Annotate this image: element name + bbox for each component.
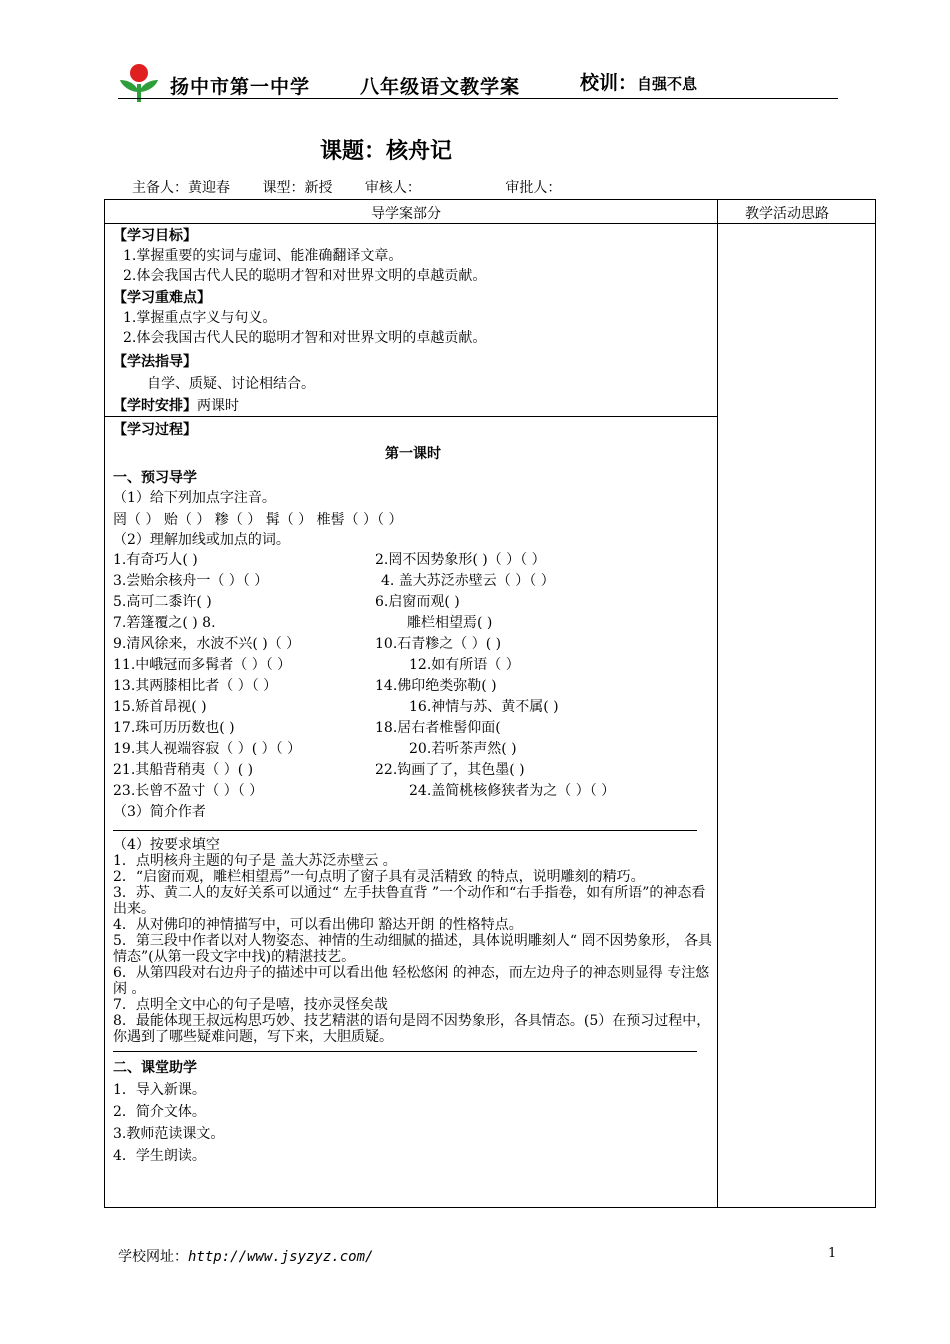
vocab-row [113,739,713,760]
keypoint-item: 1.掌握重点字义与句义。 [123,310,277,326]
goal-item: 1.掌握重要的实词与虚词、能准确翻译文章。 [123,248,403,264]
column-divider [717,200,718,1207]
page-number: 1 [828,1246,837,1261]
answer-line [113,1051,697,1052]
goal-item: 2.体会我国古代人民的聪明才智和对世界文明的卓越贡献。 [123,268,487,284]
reviewer: 审核人： [364,180,421,196]
vocab-item: 6.启窗而观( ) [375,594,460,610]
motto-label: 校训： [580,72,638,94]
header-divider [118,98,838,99]
vocab-item: 11.中峨冠而多髯者（ ）（ ） [113,657,292,673]
section-class: 二、课堂助学 [113,1060,197,1076]
vocab-item: 3.尝贻余核舟一（ ）（ ） [113,573,269,589]
vocab-list [113,550,713,802]
fill-item: 3．苏、黄二人的友好关系可以通过“ 左手扶鲁直背 ”一个动作和“右手指卷，如有所语”的神态看出来。 [113,885,706,917]
col-header-activity: 教学活动思路 [745,206,829,222]
fill-item: 6．从第四段对右边舟子的描述中可以看出他 轻松悠闲 的神态，而左边舟子的神态则显得 专注悠闲 。 [113,965,710,997]
method-text: 自学、质疑、讨论相结合。 [147,376,315,392]
vocab-item: 2.罔不因势象形( )（ ）（ ） [375,552,546,568]
section-preview: 一、预习导学 [113,470,197,486]
lesson-label: 第一课时 [385,446,441,462]
pinyin-line: 罔（ ） 贻（ ） 糁（ ） 髯（ ） 椎髻（ ）（ ） [113,512,403,528]
fill-item: 8．最能体现王叔远构思巧妙、技艺精湛的语句是罔不因势象形，各具情态。(5）在预习过程中，你遇到了哪些疑难问题，写下来，大胆质疑。 [113,1013,711,1045]
vocab-row [113,655,713,676]
class-step: 1．导入新课。 [113,1082,206,1098]
keypoints-heading: 【学习重难点】 [113,290,211,306]
class-step: 2．简介文体。 [113,1104,206,1120]
vocab-row [113,634,713,655]
vocab-item: 14.佛印绝类弥勒( ) [375,678,497,694]
question-4: （4）按要求填空 [113,837,220,853]
lesson-meta [132,177,589,197]
process-heading: 【学习过程】 [113,422,197,438]
lesson-type: 课型：新授 [262,180,333,196]
vocab-item: 17.珠可历历数也( ) [113,720,235,736]
vocab-item: 19.其人视端容寂（ ）( ）（ ） [113,741,302,757]
vocab-row [113,697,713,718]
vocab-item: 5.高可二黍许( ) [113,594,212,610]
goals-divider [105,416,717,417]
preparer: 主备人：黄迎春 [132,180,230,196]
goals-heading: 【学习目标】 [113,228,197,244]
fill-item: 4．从对佛印的神情描写中，可以看出佛印 豁达开朗 的性格特点。 [113,917,523,933]
vocab-item: 1.有奇巧人( ) [113,552,198,568]
col-header-guide: 导学案部分 [371,206,441,222]
url-link[interactable]: http://www.jsyzyz.com/ [188,1249,374,1265]
goals-section [113,226,713,416]
fill-item: 2．“启窗而观，雕栏相望焉”一句点明了窗子具有灵活精致 的特点，说明雕刻的精巧。 [113,869,645,885]
process-section [113,420,713,1166]
vocab-item: 22.钩画了了，其色墨( ) [375,762,525,778]
vocab-item: 12.如有所语（ ） [409,657,520,673]
vocab-item: 雕栏相望焉( ) [407,615,493,631]
fill-item: 7．点明全文中心的句子是嘻，技亦灵怪矣哉 [113,997,388,1013]
method-heading: 【学法指导】 [113,354,197,370]
motto-text: 自强不息 [637,75,698,93]
page-header [118,62,838,102]
approver: 审批人： [505,180,562,196]
question-2: （2）理解加线或加点的词。 [113,532,290,548]
url-label: 学校网址： [118,1249,188,1265]
question-1: （1）给下列加点字注音。 [113,490,276,506]
vocab-item: 7.箬篷覆之( ) 8. [113,615,216,631]
vocab-item: 13.其两膝相比者（ ）（ ） [113,678,278,694]
vocab-item: 9.清风徐来，水波不兴( )（ ） [113,636,301,652]
class-step: 3.教师范读课文。 [113,1126,225,1142]
vocab-row [113,718,713,739]
vocab-item: 20.若听茶声然( ) [409,741,517,757]
time-text: 两课时 [197,398,239,414]
vocab-item: 16.神情与苏、黄不属( ) [409,699,559,715]
fill-list [113,853,713,1045]
time-heading: 【学时安排】 [113,398,197,414]
header-row-divider [105,223,875,224]
class-step: 4．学生朗读。 [113,1148,206,1164]
question-3: （3）简介作者 [113,804,206,820]
fill-item: 1．点明核舟主题的句子是 盖大苏泛赤壁云 。 [113,853,397,869]
vocab-item: 4. 盖大苏泛赤壁云（ ）（ ） [381,573,555,589]
vocab-row [113,550,713,571]
vocab-row [113,781,713,802]
vocab-item: 24.盖简桃核修狭者为之（ ）（ ） [409,783,616,799]
school-name: 扬中市第一中学 [170,76,311,98]
lesson-table [104,199,876,1208]
page-title: 课题：核舟记 [320,139,453,164]
answer-line [113,830,697,831]
footer-url [118,1246,373,1266]
fill-item: 5．第三段中作者以对人物姿态、神情的生动细腻的描述，具体说明雕刻人“ 罔不因势象形， 各具情态”(从第一段文字中找)的精湛技艺。 [113,933,712,965]
vocab-item: 18.居右者椎髻仰面( [375,720,501,736]
vocab-row [113,592,713,613]
vocab-row [113,760,713,781]
vocab-item: 10.石青糁之（ ）( ) [375,636,502,652]
vocab-item: 15.矫首昂视( ) [113,699,207,715]
school-motto [580,68,697,95]
vocab-item: 23.长曾不盈寸（ ）（ ） [113,783,264,799]
keypoint-item: 2.体会我国古代人民的聪明才智和对世界文明的卓越贡献。 [123,330,487,346]
vocab-row [113,571,713,592]
vocab-row [113,613,713,634]
subject-name: 八年级语文教学案 [360,76,521,98]
vocab-row [113,676,713,697]
vocab-item: 21.其船背稍夷（ ）( ) [113,762,254,778]
